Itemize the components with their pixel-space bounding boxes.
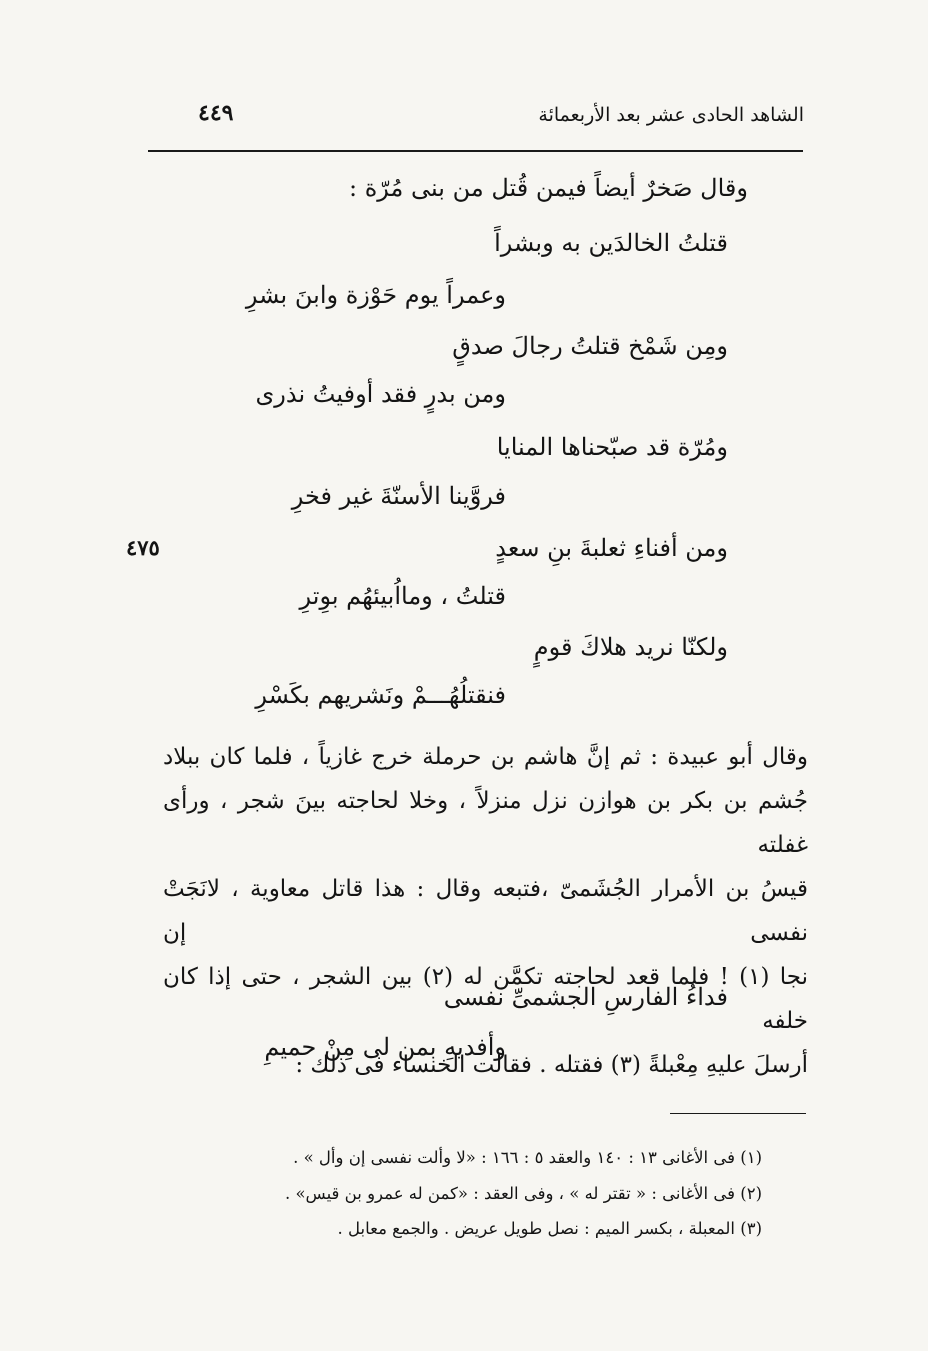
margin-page-number: ٤٧٥ [126, 535, 160, 560]
verse-4-second-hemistich: قتلتُ ، ومااُبيئهُم بوِترِ [299, 582, 506, 610]
footnote-rule [670, 1113, 806, 1114]
page-number: ٤٤٩ [198, 100, 234, 126]
verse-6-first-hemistich: فداءُ الفارسِ الجشمىِّ نفسى [443, 983, 728, 1011]
verse-2-first-hemistich: ومِن شَمْخ قتلتُ رجالَ صدقٍ [452, 332, 728, 360]
header-rule [148, 150, 803, 152]
prose-line: نجا (١) ! فلما قعد لحاجته تكمَّن له (٢) بين الشجر ، حتى إذا كان خلفه [163, 964, 809, 1034]
footnote-2: (٢) فى الأغانى : « تقتر له » ، وفى العقد : «كمن له عمرو بن قيس» . [284, 1184, 762, 1203]
verse-5-first-hemistich: ولكنّا نريد هلاكَ قومٍ [533, 633, 728, 661]
footnote-1: (١) فى الأغانى ١٣ : ١٤٠ والعقد ٥ : ١٦٦ : «لا وألت نفسى إن وأل » . [293, 1148, 762, 1167]
verse-5-second-hemistich: فنقتلُهُـــمْ ونَشريهم بكَسْرِ [255, 681, 506, 709]
poem-intro: وقال صَخرٌ أيضاً فيمن قُتل من بنى مُرّة : [349, 174, 748, 202]
footnote-3: (٣) المعبلة ، بكسر الميم : نصل طويل عريض . والجمع معابل . [337, 1219, 762, 1238]
verse-6-second-hemistich: وأفديهِ بمن لى مِنْ حميمِ [264, 1033, 506, 1061]
running-title: الشاهد الحادى عشر بعد الأربعمائة [538, 104, 804, 126]
verse-1-second-hemistich: وعمراً يوم حَوْزة وابنَ بشرِ [245, 281, 506, 309]
prose-line: قيسُ بن الأمرار الجُشَمىّ ،فتبعه وقال : هذا قاتل معاوية ، لانَجَتْ نفسى إن [163, 876, 808, 946]
verse-3-first-hemistich: ومُرّة قد صبّحناها المنايا [496, 433, 728, 461]
prose-line: وقال أبو عبيدة : ثم إنَّ هاشم بن حرملة خرج غازياً ، فلما كان ببلاد [163, 744, 808, 770]
verse-3-second-hemistich: فروَّينا الأسنّةَ غير فخرِ [291, 482, 506, 510]
prose-line: جُشم بن بكر بن هوازن نزل منزلاً ، وخلا لحاجته بينَ شجر ، ورأى غفلته [163, 788, 808, 858]
verse-2-second-hemistich: ومن بدرٍ فقد أوفيتُ نذرى [255, 380, 506, 408]
prose-line: أرسلَ عليهِ مِعْبلةً (٣) فقتله . فقالت الخنساء فى ذلك : [295, 1052, 808, 1078]
verse-4-first-hemistich: ومن أفناءِ ثعلبةَ بنِ سعدٍ [495, 534, 728, 562]
verse-1-first-hemistich: قتلتُ الخالدَين به وبشراً [494, 229, 728, 257]
